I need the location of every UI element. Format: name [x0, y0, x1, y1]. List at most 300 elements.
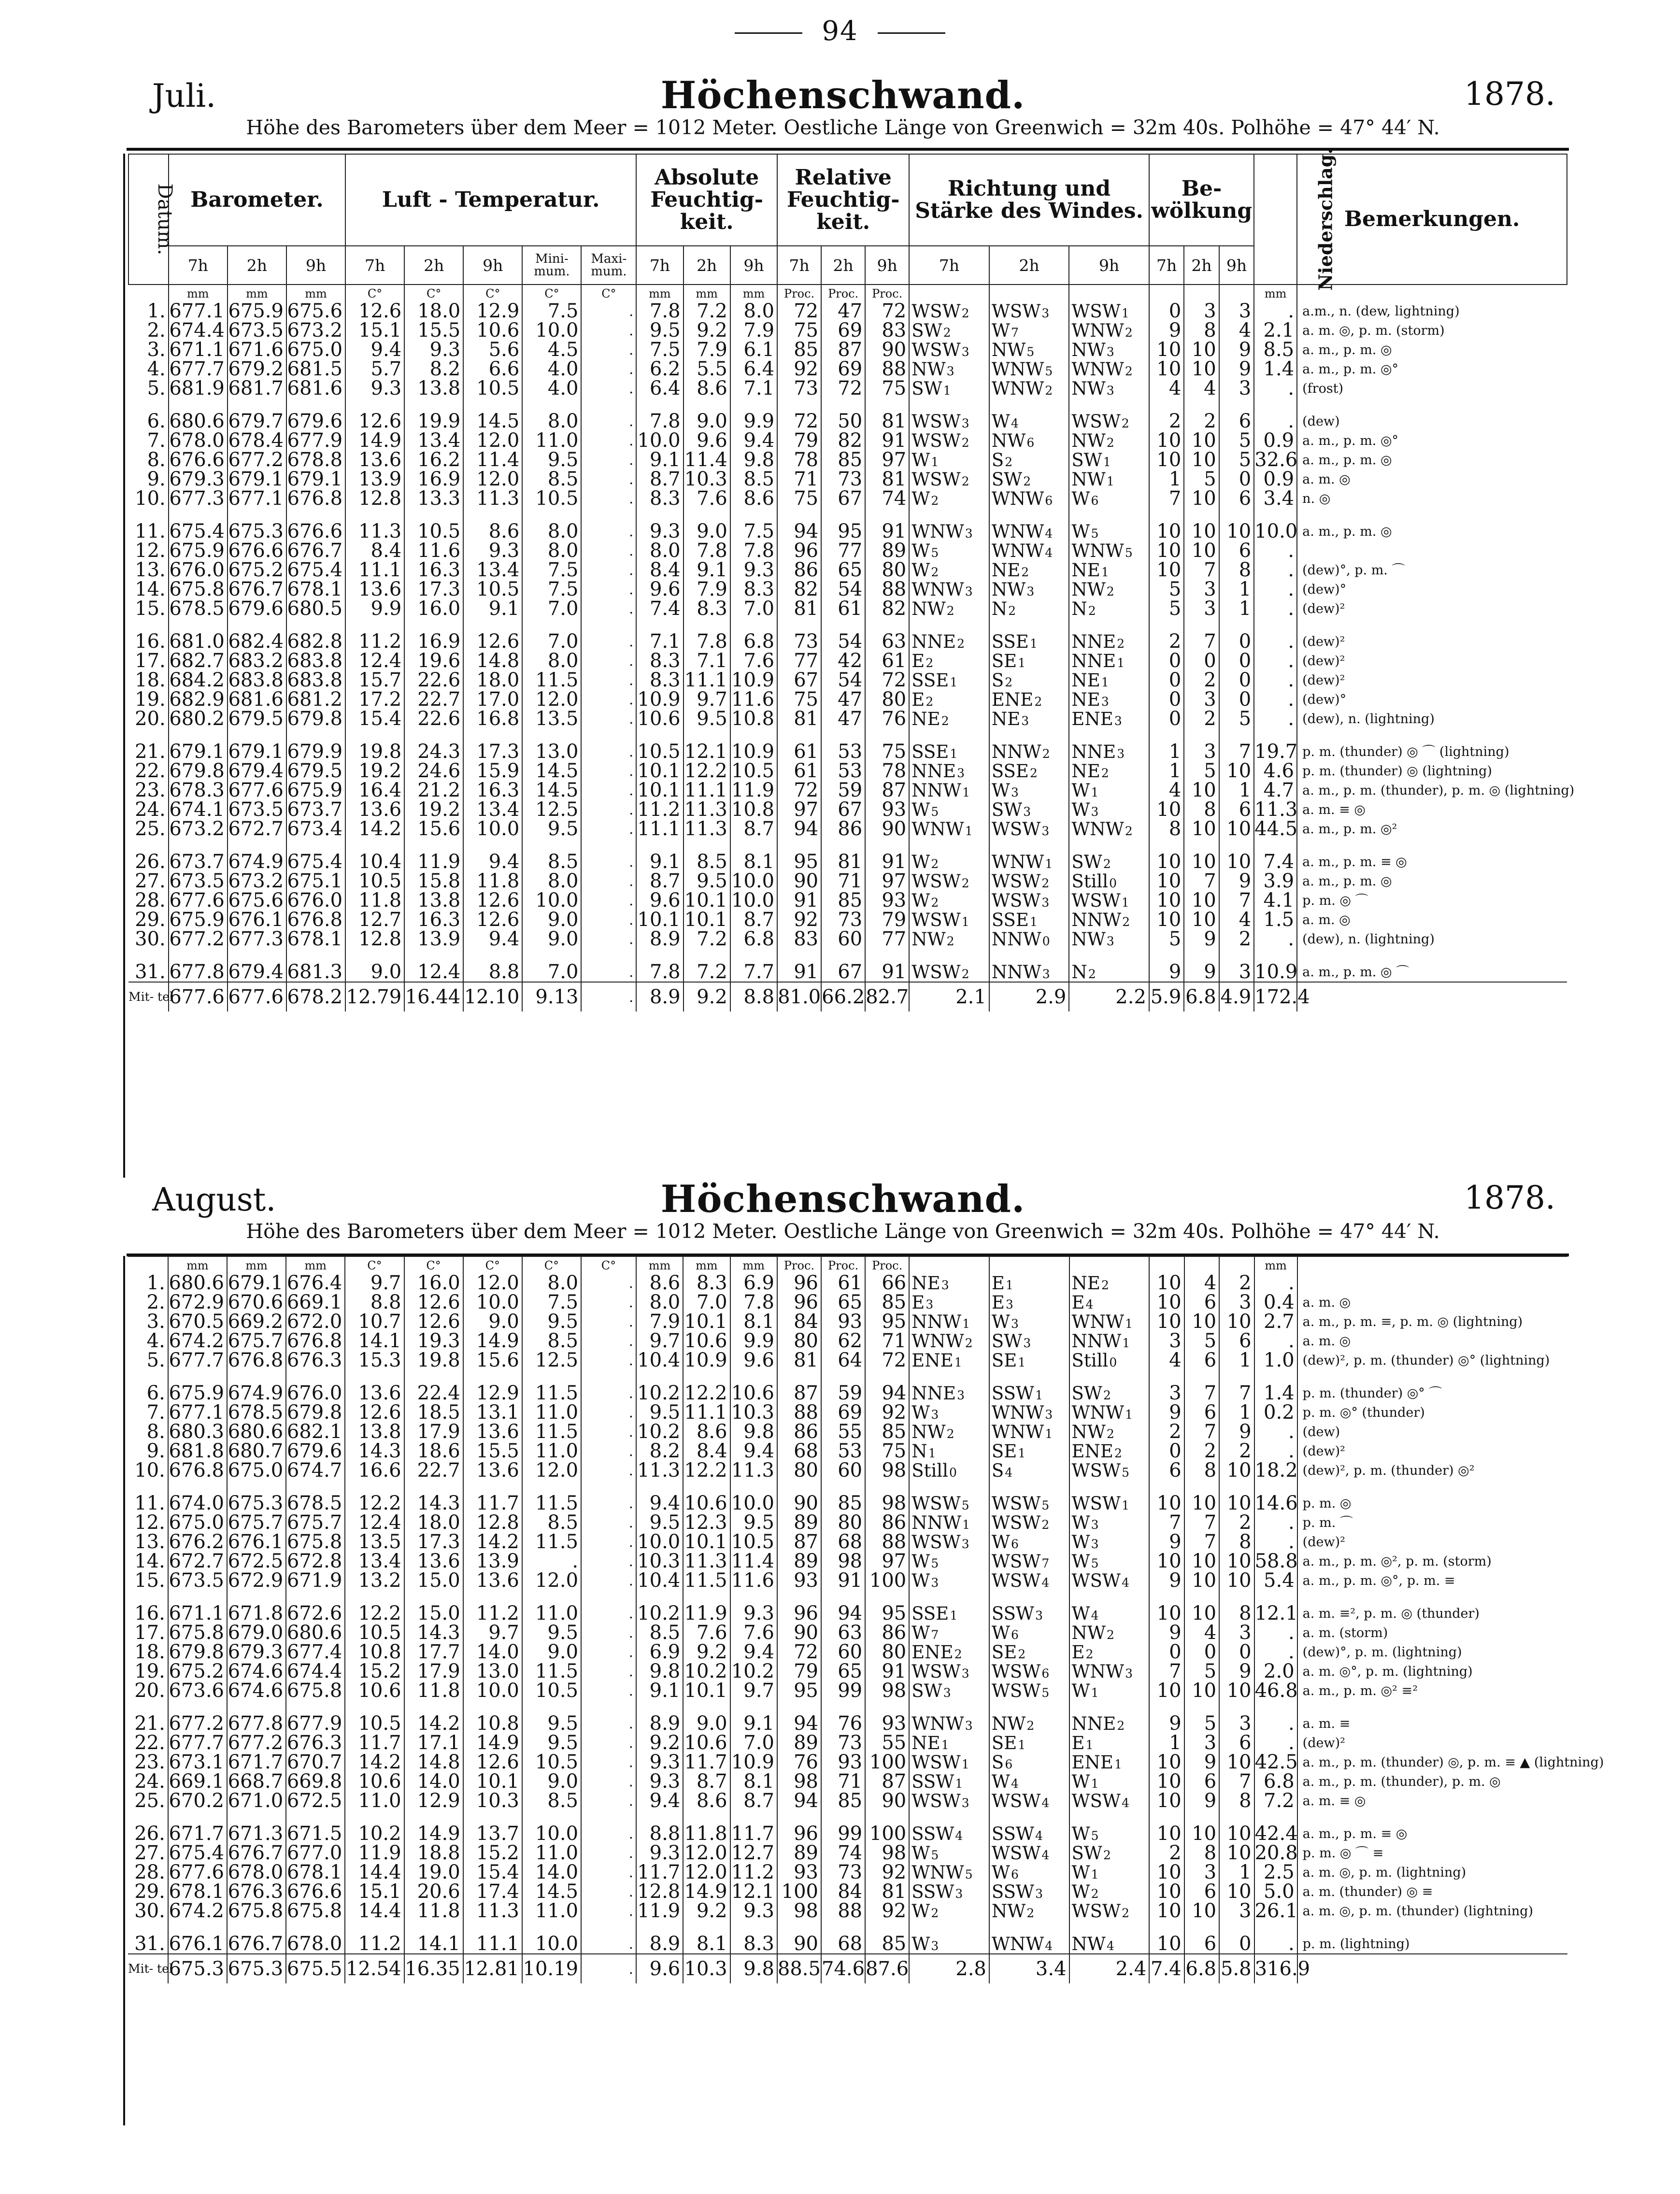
barometer-cell: 671.1 [169, 340, 228, 359]
precip-cell: 6.8 [1254, 1772, 1297, 1791]
cloud-cell: 10 [1184, 781, 1219, 800]
temperature-cell: 12.4 [404, 949, 463, 982]
wind-direction: NW [911, 358, 946, 380]
barometer-cell: 682.7 [169, 651, 228, 670]
wind-strength: 1 [1125, 1407, 1133, 1422]
wind-cell [989, 618, 1069, 651]
cloud-cell: 7 [1149, 1513, 1184, 1532]
abs-humidity-cell: 10.9 [730, 728, 777, 761]
precip-cell: . [1254, 1700, 1297, 1733]
unit-cell [1149, 285, 1184, 301]
precip-cell: 46.8 [1254, 1680, 1298, 1702]
cloud-cell: 7 [1184, 560, 1219, 580]
wind-strength: 2 [1103, 856, 1111, 871]
unit-cell: C° [581, 285, 636, 301]
cloud-cell: 10 [1149, 1882, 1184, 1901]
barometer-mean: 675.3 [227, 1954, 286, 1983]
wind-strength: 4 [1085, 1297, 1094, 1311]
temperature-cell: 8.5 [522, 839, 581, 871]
rel-humidity-cell: 81 [777, 709, 821, 728]
abs-humidity-cell: 9.3 [636, 1752, 683, 1772]
table-row [128, 508, 1567, 541]
abs-humidity-cell: 8.9 [636, 1921, 683, 1954]
temperature-cell: 14.0 [463, 1642, 522, 1662]
remarks-cell [1297, 541, 1567, 560]
header-temperature: Luft - Temperatur. [345, 154, 636, 246]
day-cell: 27. [134, 1842, 165, 1864]
temperature-cell: 14.5 [463, 398, 522, 431]
wind-direction: WNW [1071, 540, 1124, 561]
barometer-cell: 675.3 [228, 508, 286, 541]
temperature-cell: . [581, 1623, 636, 1642]
day-cell: 13. [135, 559, 166, 581]
temperature-cell: 12.9 [463, 301, 522, 321]
wind-cell [909, 761, 989, 781]
month-title: Juli. [152, 77, 216, 114]
cloud-cell: 10 [1184, 541, 1219, 560]
barometer-cell: 676.3 [286, 1733, 345, 1752]
rel-humidity-cell: 91 [865, 839, 909, 871]
barometer-cell: 676.6 [169, 450, 228, 470]
remarks-cell: a. m. ◎, p. m. (storm) [1297, 321, 1567, 340]
barometer-cell: 676.0 [169, 560, 228, 580]
rel-humidity-cell: 75 [865, 1441, 909, 1461]
abs-humidity-cell: 8.1 [730, 1772, 777, 1791]
cloud-cell: 10 [1184, 489, 1219, 508]
temperature-cell: 10.8 [463, 1700, 522, 1733]
cloud-cell: 0 [1149, 651, 1184, 670]
abs-humidity-cell: 8.7 [730, 819, 777, 839]
abs-humidity-cell: 7.1 [683, 651, 730, 670]
barometer-cell: 676.4 [286, 1273, 345, 1293]
temperature-cell: 19.0 [404, 1863, 463, 1882]
remarks-cell: (dew)°, p. m. (lightning) [1297, 1642, 1567, 1662]
unit-cell: C° [345, 285, 404, 301]
abs-humidity-cell: 9.0 [683, 1700, 730, 1733]
wind-strength: 3 [1035, 1608, 1043, 1623]
unit-cell: C° [463, 1256, 522, 1273]
barometer-cell: 680.5 [286, 599, 345, 618]
col-2h: 2h [404, 246, 463, 285]
wind-direction: WSW [911, 339, 961, 360]
temperature-cell: 7.0 [522, 618, 581, 651]
august-table [128, 1256, 1604, 1983]
barometer-cell: 679.8 [286, 709, 345, 728]
abs-humidity-cell: 7.8 [636, 398, 683, 431]
abs-humidity-cell: 8.3 [683, 599, 730, 618]
temperature-cell: . [581, 800, 636, 819]
cloud-cell: 10 [1149, 359, 1184, 379]
temperature-cell: 17.7 [404, 1642, 463, 1662]
abs-humidity-cell: 11.3 [636, 1461, 683, 1480]
abs-humidity-cell: 12.7 [730, 1843, 777, 1863]
rel-humidity-mean: 88.5 [777, 1954, 821, 1983]
rel-humidity-cell: 78 [777, 450, 821, 470]
cloud-cell: 10 [1149, 1901, 1184, 1921]
abs-humidity-cell: 7.8 [683, 618, 730, 651]
rel-humidity-cell: 93 [777, 1571, 821, 1590]
wind-cell [1069, 1882, 1150, 1901]
table-row [128, 321, 1567, 340]
barometer-cell: 678.5 [227, 1403, 286, 1422]
wind-direction: Still [1071, 870, 1109, 892]
temperature-cell: . [581, 580, 636, 599]
wind-direction: E [1071, 1292, 1085, 1313]
cloud-cell: 1 [1149, 470, 1184, 489]
abs-humidity-cell: 11.6 [730, 1571, 777, 1590]
rel-humidity-cell: 98 [865, 1843, 909, 1863]
wind-direction: W [911, 1570, 930, 1591]
barometer-cell: 674.9 [228, 839, 286, 871]
abs-humidity-cell: 11.3 [683, 819, 730, 839]
rel-humidity-cell: 76 [777, 1752, 821, 1772]
barometer-cell: 674.2 [168, 1901, 227, 1921]
rel-humidity-cell: 98 [865, 1480, 909, 1513]
temperature-cell: . [581, 379, 636, 398]
day-cell: 25. [135, 818, 166, 840]
cloud-cell: 6 [1184, 1921, 1219, 1954]
wind-strength: 3 [1026, 584, 1035, 598]
wind-direction: WSW [911, 469, 961, 490]
barometer-cell: 673.5 [228, 321, 286, 340]
wind-strength: 2 [1021, 565, 1029, 579]
abs-humidity-cell: 8.9 [636, 1700, 683, 1733]
abs-humidity-cell: 6.9 [636, 1642, 683, 1662]
wind-cell [1069, 1863, 1150, 1882]
cloud-cell: 8 [1219, 1791, 1254, 1810]
temperature-cell: . [581, 1921, 636, 1954]
cloud-cell: 3 [1219, 301, 1254, 321]
remarks-cell: (dew)² [1297, 1733, 1567, 1752]
wind-cell [909, 1403, 989, 1422]
temperature-cell: . [581, 1571, 636, 1590]
temperature-cell: 15.1 [345, 1882, 404, 1901]
temperature-cell: . [581, 651, 636, 670]
abs-humidity-cell: 11.1 [683, 670, 730, 690]
wind-direction: W [991, 320, 1010, 341]
abs-humidity-cell: 7.8 [730, 1293, 777, 1312]
unit-cell: mm [730, 285, 777, 301]
wind-cell [1069, 560, 1149, 580]
wind-cell [989, 1403, 1069, 1422]
wind-strength: 3 [931, 1938, 939, 1953]
barometer-cell: 676.8 [286, 910, 345, 929]
unit-cell [1297, 1256, 1567, 1273]
barometer-cell: 673.5 [228, 800, 286, 819]
barometer-cell: 679.3 [227, 1642, 286, 1662]
temperature-cell: . [581, 1662, 636, 1681]
abs-humidity-cell: 9.1 [730, 1700, 777, 1733]
day-cell: 15. [135, 598, 166, 620]
abs-humidity-cell: 7.2 [683, 929, 730, 949]
barometer-cell: 670.7 [286, 1752, 345, 1772]
cloud-cell: 10 [1219, 1312, 1254, 1331]
rel-humidity-cell: 80 [865, 690, 909, 709]
wind-strength: 4 [1122, 1575, 1129, 1590]
wind-strength: 4 [1041, 1848, 1050, 1862]
abs-humidity-cell: 7.6 [730, 1623, 777, 1642]
temperature-cell: 10.5 [463, 379, 522, 398]
cloud-cell: 10 [1219, 1681, 1254, 1700]
barometer-cell: 679.1 [228, 728, 286, 761]
cloud-cell: 6 [1219, 398, 1254, 431]
rel-humidity-cell: 85 [821, 1791, 865, 1810]
wind-strength: 1 [1091, 785, 1099, 799]
temperature-cell: 7.5 [522, 301, 581, 321]
table-row [128, 1461, 1567, 1480]
abs-humidity-cell: 10.8 [730, 709, 777, 728]
temperature-cell: 7.0 [522, 949, 581, 982]
remarks-cell: a. m. (storm) [1297, 1623, 1567, 1642]
abs-humidity-cell: 11.9 [730, 781, 777, 800]
wind-direction: NW [1071, 430, 1106, 451]
wind-cell [1069, 1752, 1150, 1772]
wind-strength: 2 [961, 967, 969, 981]
rel-humidity-mean: 87.6 [865, 1954, 909, 1983]
cloud-cell: 4 [1149, 781, 1184, 800]
remarks-cell: a. m. ≡ ◎ [1297, 800, 1567, 819]
col-2h: 2h [1184, 246, 1219, 285]
cloud-cell: 9 [1149, 1571, 1184, 1590]
rel-humidity-cell: 61 [777, 761, 821, 781]
rel-humidity-cell: 92 [777, 910, 821, 929]
cloud-cell: 7 [1184, 1532, 1219, 1552]
temperature-cell: . [581, 690, 636, 709]
wind-cell [989, 819, 1069, 839]
abs-humidity-cell: 7.8 [730, 541, 777, 560]
wind-cell [989, 670, 1069, 690]
day-cell: 2. [146, 1291, 165, 1313]
day-cell: 28. [134, 1861, 165, 1883]
wind-direction: WSW [1071, 411, 1121, 432]
table-row [128, 891, 1567, 910]
temperature-cell: 10.3 [463, 1791, 522, 1810]
wind-direction: SW [911, 320, 942, 341]
wind-strength: 0 [949, 1465, 957, 1480]
remarks-cell [1297, 1954, 1567, 1983]
temperature-cell: 8.0 [522, 871, 581, 891]
temperature-cell: 13.7 [463, 1810, 522, 1843]
abs-humidity-mean: 10.3 [683, 1954, 730, 1983]
temperature-cell: 11.2 [345, 1921, 404, 1954]
table-row [128, 398, 1567, 431]
precip-cell: 5.4 [1254, 1571, 1297, 1590]
temperature-cell: . [581, 340, 636, 359]
cloud-cell: 10 [1219, 1480, 1254, 1513]
rel-humidity-cell: 60 [821, 1461, 865, 1480]
temperature-cell: 10.6 [345, 1772, 404, 1791]
temperature-cell: 19.9 [404, 398, 463, 431]
cloud-cell: 7 [1149, 489, 1184, 508]
cloud-cell: 3 [1184, 599, 1219, 618]
temperature-cell: . [581, 949, 636, 982]
barometer-cell: 683.8 [228, 670, 286, 690]
rel-humidity-cell: 55 [865, 1733, 909, 1752]
cloud-cell: 9 [1219, 340, 1254, 359]
precip-cell: 4.7 [1254, 781, 1297, 800]
temperature-cell: . [581, 1772, 636, 1791]
barometer-cell: 674.7 [286, 1461, 345, 1480]
cloud-cell: 2 [1149, 618, 1184, 651]
header-clouds: Be- wölkung [1149, 154, 1254, 246]
temperature-cell: 12.0 [522, 1461, 581, 1480]
cloud-cell: 8 [1184, 321, 1219, 340]
abs-humidity-cell: 8.0 [636, 541, 683, 560]
wind-direction: SSW [911, 1771, 954, 1792]
wind-cell [1069, 599, 1149, 618]
wind-strength: 2 [925, 694, 934, 709]
temperature-cell: 12.2 [345, 1590, 404, 1623]
remarks-cell: (dew)² [1297, 670, 1567, 690]
cloud-cell: 9 [1219, 359, 1254, 379]
rel-humidity-cell: 80 [865, 560, 909, 580]
rel-humidity-cell: 83 [777, 929, 821, 949]
temperature-cell: 15.2 [345, 1662, 404, 1681]
rel-humidity-cell: 86 [777, 560, 821, 580]
barometer-cell: 679.0 [227, 1623, 286, 1642]
temperature-cell: 12.7 [345, 910, 404, 929]
day-cell: 22. [135, 760, 166, 782]
wind-direction: SE [991, 650, 1017, 671]
barometer-cell: 679.1 [227, 1273, 286, 1293]
wind-strength: 1 [1018, 1446, 1026, 1460]
rel-humidity-cell: 98 [865, 1681, 909, 1700]
temperature-cell: 10.0 [522, 891, 581, 910]
barometer-cell: 676.8 [168, 1461, 227, 1480]
barometer-cell: 679.3 [169, 470, 228, 489]
precip-cell: 58.8 [1254, 1550, 1298, 1572]
rel-humidity-cell: 89 [777, 1843, 821, 1863]
barometer-cell: 676.1 [228, 910, 286, 929]
rel-humidity-cell: 97 [865, 871, 909, 891]
wind-cell [989, 1863, 1069, 1882]
day-cell: 31. [135, 961, 166, 983]
abs-humidity-cell: 9.1 [636, 450, 683, 470]
unit-cell [128, 285, 169, 301]
rel-humidity-cell: 60 [821, 929, 865, 949]
barometer-cell: 680.2 [169, 709, 228, 728]
rel-humidity-cell: 78 [865, 761, 909, 781]
cloud-cell: 7 [1149, 1662, 1184, 1681]
cloud-cell: 10 [1149, 1791, 1184, 1810]
wind-direction: NNE [911, 1382, 956, 1404]
wind-direction: W [1071, 521, 1090, 542]
temperature-cell: 11.5 [522, 1532, 581, 1552]
temperature-cell: 13.6 [345, 800, 404, 819]
temperature-cell: 12.6 [463, 1752, 522, 1772]
temperature-cell: 14.1 [404, 1921, 463, 1954]
rel-humidity-cell: 87 [865, 1772, 909, 1791]
wind-direction: NE [1071, 670, 1100, 691]
remarks-cell: (dew)² [1297, 599, 1567, 618]
unit-cell: mm [286, 285, 345, 301]
rel-humidity-cell: 100 [865, 1810, 909, 1843]
wind-direction: W [1071, 1862, 1090, 1883]
wind-strength: 6 [1026, 435, 1035, 450]
barometer-cell: 676.2 [168, 1532, 227, 1552]
day-cell: 12. [134, 1511, 165, 1534]
abs-humidity-cell: 8.5 [730, 470, 777, 489]
wind-direction: W [991, 1771, 1010, 1792]
rel-humidity-cell: 53 [821, 728, 865, 761]
remarks-cell: a. m., p. m. (thunder), p. m. ◎ (lightning) [1297, 781, 1567, 800]
day-cell: 20. [134, 1680, 165, 1702]
wind-direction: NW [1071, 1933, 1106, 1954]
abs-humidity-cell: 8.6 [683, 1422, 730, 1441]
rel-humidity-cell: 80 [865, 1642, 909, 1662]
precip-cell: . [1254, 690, 1297, 709]
wind-strength: 4 [1091, 1608, 1099, 1623]
barometer-cell: 673.4 [286, 819, 345, 839]
wind-cell [989, 761, 1069, 781]
abs-humidity-cell: 7.8 [636, 301, 683, 321]
unit-cell: mm [683, 285, 730, 301]
temperature-mean: 16.35 [404, 1954, 463, 1983]
remarks-cell: a. m., p. m. ◎ [1297, 871, 1567, 891]
page-number: 94 [0, 15, 1680, 47]
wind-direction: NE [911, 708, 940, 729]
wind-direction: W [991, 1622, 1010, 1643]
wind-strength: 3 [931, 1575, 939, 1590]
wind-direction: W [911, 1933, 930, 1954]
rel-humidity-cell: 72 [821, 379, 865, 398]
wind-direction: ENE [1071, 708, 1113, 729]
cloud-cell: 9 [1149, 1623, 1184, 1642]
wind-strength: 3 [1106, 934, 1114, 948]
cloud-cell: 8 [1184, 1461, 1219, 1480]
barometer-cell: 677.9 [286, 431, 345, 450]
wind-strength: 2 [1122, 1906, 1129, 1920]
wind-cell [989, 1882, 1069, 1901]
abs-humidity-cell: 12.8 [636, 1882, 683, 1901]
rel-humidity-cell: 95 [821, 508, 865, 541]
table-row [128, 599, 1567, 618]
wind-cell [989, 1623, 1069, 1642]
abs-humidity-cell: 9.3 [730, 1901, 777, 1921]
wind-direction: NNE [911, 760, 956, 782]
wind-cell [989, 301, 1069, 321]
cloud-cell: 3 [1184, 690, 1219, 709]
wind-strength: 1 [961, 914, 969, 929]
abs-humidity-cell: 9.0 [683, 508, 730, 541]
rel-humidity-cell: 42 [821, 651, 865, 670]
wind-cell [989, 1843, 1069, 1863]
wind-cell [909, 1863, 989, 1882]
unit-cell: C° [522, 285, 581, 301]
rel-humidity-cell: 59 [821, 1370, 865, 1403]
abs-humidity-cell: 9.9 [730, 1331, 777, 1351]
temperature-cell: . [581, 670, 636, 690]
precip-cell: 32.6 [1254, 449, 1298, 471]
temperature-cell: 13.8 [404, 379, 463, 398]
wind-cell [1069, 1552, 1150, 1571]
barometer-cell: 669.1 [286, 1293, 345, 1312]
barometer-cell: 676.0 [286, 891, 345, 910]
left-frame [123, 1256, 125, 2125]
wind-strength: 2 [931, 856, 939, 871]
wind-direction: WSW [991, 870, 1041, 892]
wind-mean: 2.9 [989, 982, 1069, 1012]
wind-direction: NW [1071, 1421, 1106, 1442]
unit-cell [1219, 1256, 1254, 1273]
barometer-cell: 675.9 [228, 301, 286, 321]
col-2h: 2h [228, 246, 286, 285]
wind-strength: 2 [1026, 1718, 1035, 1733]
cloud-cell: 3 [1149, 1370, 1184, 1403]
rel-humidity-cell: 67 [821, 949, 865, 982]
unit-cell: Proc. [865, 285, 909, 301]
wind-strength: 6 [1091, 493, 1099, 508]
